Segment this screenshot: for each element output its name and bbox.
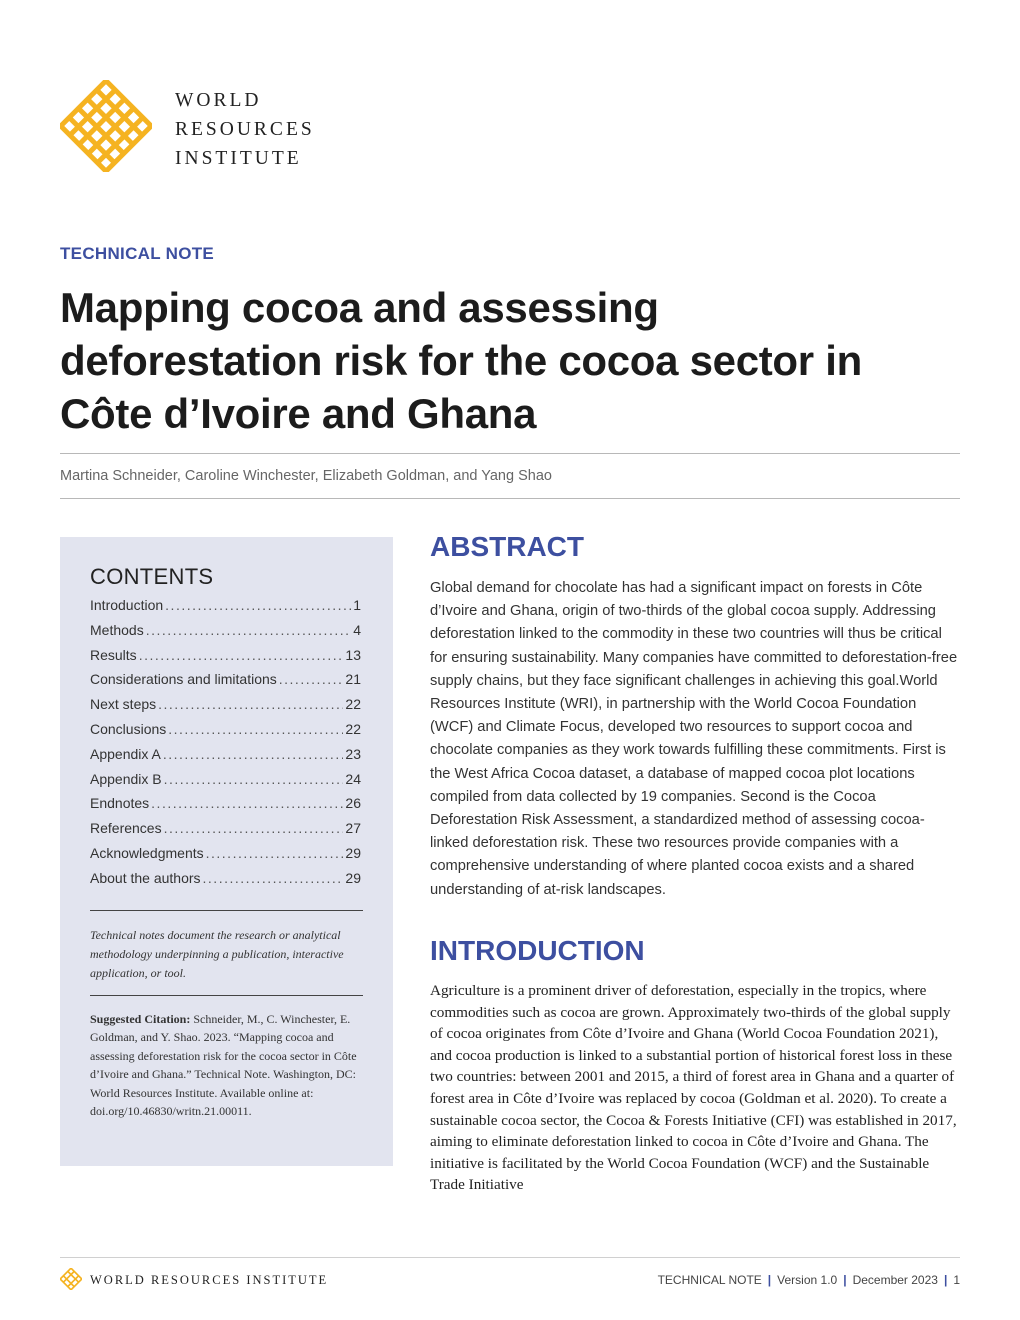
toc-label: Conclusions bbox=[90, 720, 167, 737]
page-number: 1 bbox=[953, 1273, 960, 1287]
toc-leader bbox=[151, 795, 343, 811]
toc-item[interactable] bbox=[90, 671, 361, 696]
toc-page: 22 bbox=[345, 720, 361, 737]
toc-page: 1 bbox=[353, 597, 361, 613]
logo-line: WORLD bbox=[175, 90, 262, 111]
footer-version: Version 1.0 bbox=[777, 1273, 838, 1287]
toc-leader bbox=[165, 597, 351, 613]
toc-label: Appendix A bbox=[90, 745, 161, 762]
toc-label: Results bbox=[90, 646, 137, 663]
toc-page: 13 bbox=[345, 646, 361, 663]
wri-logo-small-icon bbox=[60, 1268, 82, 1290]
toc-item[interactable] bbox=[90, 597, 361, 622]
toc-leader bbox=[168, 721, 343, 737]
footer-separator: | bbox=[943, 1273, 948, 1287]
logo-line: INSTITUTE bbox=[175, 148, 302, 169]
contents-heading: CONTENTS bbox=[90, 564, 214, 589]
toc-leader bbox=[279, 671, 344, 687]
toc-leader bbox=[146, 622, 352, 638]
title-line: Côte d’Ivoire and Ghana bbox=[60, 390, 537, 437]
toc-label: Appendix B bbox=[90, 770, 162, 787]
toc-page: 26 bbox=[345, 795, 361, 812]
toc-leader bbox=[164, 820, 344, 836]
toc-item[interactable] bbox=[90, 820, 361, 845]
footer-organization: WORLD RESOURCES INSTITUTE bbox=[90, 1273, 329, 1287]
toc-label: Methods bbox=[90, 621, 144, 638]
page-title bbox=[60, 281, 960, 440]
citation-text: Schneider, M., C. Winchester, E. Goldman, and Y. Shao. 2023. “Mapping cocoa and assessing deforestation risk for the cocoa sector in Côte d’Ivoire and Ghana.” Technical Note. Washington, DC: World Resources Institute. Available online at: doi.org/10.46830/writn.21.00011. bbox=[90, 1012, 357, 1119]
footer-separator: | bbox=[843, 1273, 847, 1287]
title-line: deforestation risk for the cocoa sector in bbox=[60, 337, 862, 384]
toc-page: 29 bbox=[345, 869, 361, 886]
logo-line: RESOURCES bbox=[175, 119, 315, 140]
toc-page: 29 bbox=[345, 844, 361, 861]
toc-leader bbox=[163, 746, 344, 762]
introduction-text: Agriculture is a prominent driver of deforestation, especially in the tropics, where commodities such as cocoa are grown. Approximately two-thirds of the global supply of cocoa originates from Côte d’Ivoire and Ghana (World Cocoa Foundation 2021), and cocoa production is linked to a substantial portion of historical forest loss in these two countries: between 2001 and 2015, a third of forest area in Ghana and a quarter of forest area in Côte d’Ivoire was replaced by cocoa (Goldman et al. 2020). To create a sustainable cocoa sector, the Cocoa & Forests Initiative (CFI) was established in 2017, aiming to eliminate deforestation linked to cocoa in Côte d’Ivoire and Ghana. The initiative is facilitated by the World Cocoa Foundation (WCF) and the Sustainable Trade Initiative bbox=[430, 982, 957, 1194]
authors-line: Martina Schneider, Caroline Winchester, Elizabeth Goldman, and Yang Shao bbox=[60, 468, 552, 484]
footer-separator: | bbox=[767, 1273, 772, 1287]
divider bbox=[60, 498, 960, 499]
toc-page: 27 bbox=[345, 820, 361, 837]
document-type-label: TECHNICAL NOTE bbox=[60, 244, 215, 263]
toc-item[interactable] bbox=[90, 795, 361, 820]
toc-label: Endnotes bbox=[90, 795, 150, 812]
toc-item[interactable] bbox=[90, 721, 361, 746]
toc-label: Next steps bbox=[90, 696, 157, 713]
toc-label: Introduction bbox=[90, 597, 164, 613]
toc-item[interactable] bbox=[90, 622, 361, 647]
abstract-heading: ABSTRACT bbox=[430, 531, 584, 562]
toc-item[interactable] bbox=[90, 870, 361, 895]
divider bbox=[90, 910, 363, 911]
divider bbox=[90, 995, 363, 996]
abstract-text: Global demand for chocolate has had a significant impact on forests in Côte d’Ivoire and Ghana, origin of two-thirds of the global cocoa supply. Addressing deforestation linked to the commodity in these two countries will thus be critical for ensuring sustainability. Many companies have committed to deforestation-free supply chains, but they face significant challenges in achieving this goal.World Resources Institute (WRI), in partnership with the World Cocoa Foundation (WCF) and Climate Focus, developed two resources to support cocoa and chocolate companies as they work towards fulfilling these commitments. First is the West Africa Cocoa dataset, a database of mapped cocoa plot locations compiled from data collected by 19 companies. Second is the Cocoa Deforestation Risk Assessment, a standardized method of assessing cocoa-linked deforestation risk. These two resources provide companies with a comprehensive understanding of where planted cocoa exists and a shared understanding of at-risk landscapes. bbox=[430, 580, 958, 898]
footer-doc-type: TECHNICAL NOTE bbox=[657, 1273, 762, 1287]
toc-leader bbox=[203, 870, 344, 886]
toc-page: 24 bbox=[345, 770, 361, 787]
toc-leader bbox=[206, 845, 344, 861]
introduction-heading: INTRODUCTION bbox=[430, 935, 645, 966]
wri-logo-icon bbox=[60, 80, 152, 172]
toc-item[interactable] bbox=[90, 845, 361, 870]
toc-leader bbox=[158, 696, 343, 712]
contents-sidebar bbox=[60, 537, 393, 1166]
toc-leader bbox=[139, 647, 344, 663]
toc-page: 21 bbox=[345, 671, 361, 688]
technical-note-description: Technical notes document the research or analytical methodology underpinning a publication, interactive application, or tool. bbox=[90, 928, 344, 980]
toc-item[interactable] bbox=[90, 647, 361, 672]
toc-item[interactable] bbox=[90, 696, 361, 721]
toc-item[interactable] bbox=[90, 746, 361, 771]
toc-label: About the authors bbox=[90, 869, 201, 886]
table-of-contents bbox=[90, 597, 361, 895]
footer-meta bbox=[658, 1273, 960, 1287]
toc-item[interactable] bbox=[90, 771, 361, 796]
toc-page: 22 bbox=[345, 696, 361, 713]
divider bbox=[60, 453, 960, 454]
suggested-citation bbox=[90, 1010, 363, 1120]
title-line: Mapping cocoa and assessing bbox=[60, 284, 659, 331]
footer-date: December 2023 bbox=[852, 1273, 938, 1287]
toc-label: Acknowledgments bbox=[90, 844, 204, 861]
citation-label: Suggested Citation: bbox=[90, 1012, 191, 1026]
toc-label: References bbox=[90, 820, 162, 837]
toc-page: 23 bbox=[345, 745, 361, 762]
footer-divider bbox=[60, 1257, 960, 1258]
toc-page: 4 bbox=[353, 621, 361, 638]
toc-leader bbox=[164, 771, 344, 787]
logo-wordmark bbox=[175, 86, 315, 173]
toc-label: Considerations and limitations bbox=[90, 671, 277, 688]
